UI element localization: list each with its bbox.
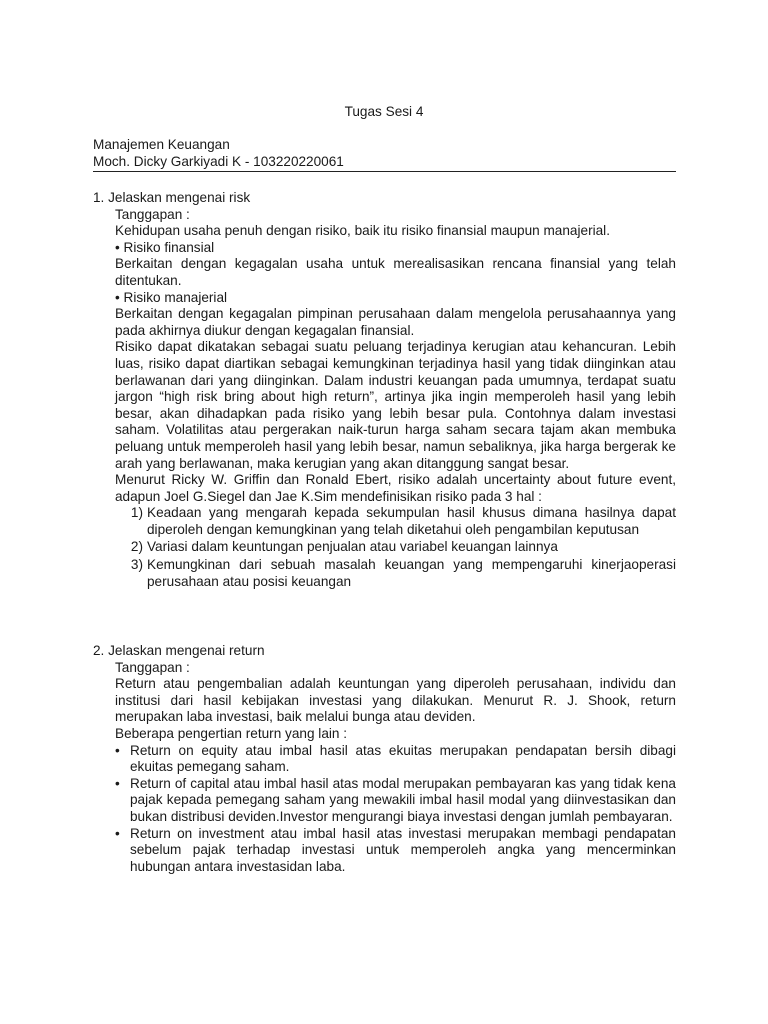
list-number: 3) [130, 557, 143, 573]
question-1: 1. Jelaskan mengenai risk [93, 190, 251, 205]
course-name: Manajemen Keuangan [93, 137, 230, 152]
bullet-icon: • [115, 825, 120, 841]
answer-2 [115, 660, 676, 876]
list-number: 1) [130, 505, 143, 521]
list-item [115, 776, 676, 826]
student-name: Moch. Dicky Garkiyadi K - 103220220061 [93, 153, 344, 169]
managerial-risk-heading: • Risiko manajerial [115, 289, 228, 305]
list-text: Return on equity atau imbal hasil atas ekuitas merupakan pendapatan bersih dibagi ekuitas pemegang saham. [130, 742, 676, 775]
list-item [115, 539, 676, 556]
risk-definition-list [115, 505, 676, 590]
list-text: Kemungkinan dari sebuah masalah keuangan yang mempengaruhi kinerjaoperasi perusahaan atau posisi keuangan [147, 557, 676, 589]
document-header [93, 137, 676, 170]
risk-paragraph: Risiko dapat dikatakan sebagai suatu peluang terjadinya kerugian atau kehancuran. Lebih luas, risiko dapat diartikan sebagai kemungkinan terjadinya hasil yang tidak diinginkan atau berlawanan dari yang diinginkan. Dalam industri keuangan pada umumnya, terdapat suatu jargon “high risk bring about high return”, artinya jika ingin memperoleh hasil yang lebih besar, akan dihadapkan pada risiko yang lebih besar pula. Contohnya dalam investasi saham. Volatilitas atau pergerakan naik-turun harga saham secara tajam akan membuka peluang untuk memperoleh hasil yang lebih besar, namun sebaliknya, jika harga bergerak ke arah yang berlawanan, maka kerugian yang akan ditanggung sangat besar. [115, 339, 676, 471]
list-text: Variasi dalam keuntungan penjualan atau variabel keuangan lainnya [147, 539, 558, 555]
return-paragraph: Return atau pengembalian adalah keuntungan yang diperoleh perusahaan, individu dan institusi dari hasil kebijakan investasi yang dilakukan. Menurut R. J. Shook, return merupakan laba investasi, baik melalui bunga atau deviden. [115, 676, 676, 725]
intro-paragraph: Kehidupan usaha penuh dengan risiko, baik itu risiko finansial maupun manajerial. [115, 223, 610, 239]
question-2: 2. Jelaskan mengenai return [93, 643, 265, 658]
managerial-risk-text: Berkaitan dengan kegagalan pimpinan perusahaan dalam mengelola perusahaannya yang pada akhirnya diukur dengan kegagalan finansial. [115, 306, 676, 338]
section-risk [93, 190, 676, 591]
bullet-icon: • [115, 742, 120, 758]
list-item [115, 826, 676, 876]
return-definitions-intro: Beberapa pengertian return yang lain : [115, 725, 348, 741]
financial-risk-text: Berkaitan dengan kegagalan usaha untuk merealisasikan rencana finansial yang telah ditentukan. [115, 256, 676, 288]
header-divider [93, 171, 676, 172]
list-number: 2) [130, 539, 143, 555]
document-title: Tugas Sesi 4 [344, 104, 424, 119]
list-item [115, 743, 676, 776]
bullet-icon: • [115, 775, 120, 791]
response-label: Tanggapan : [115, 659, 190, 675]
list-text: Keadaan yang mengarah kepada sekumpulan hasil khusus dimana hasilnya dapat diperoleh dengan kemungkinan yang telah diketahui oleh pengambilan keputusan [147, 505, 676, 537]
financial-risk-heading: • Risiko finansial [115, 239, 215, 255]
response-label: Tanggapan : [115, 206, 190, 222]
list-item [115, 557, 676, 590]
risk-definition-paragraph: Menurut Ricky W. Griffin dan Ronald Ebert, risiko adalah uncertainty about future event, adapun Joel G.Siegel dan Jae K.Sim mendefinisikan risiko pada 3 hal : [115, 472, 676, 504]
answer-1 [115, 207, 676, 591]
list-text: Return on investment atau imbal hasil atas investasi merupakan membagi pendapatan sebelum pajak terhadap investasi untuk memperoleh angka yang mencerminkan hubungan antara investasidan laba. [130, 825, 676, 874]
list-text: Return of capital atau imbal hasil atas modal merupakan pembayaran kas yang tidak kena pajak kepada pemegang saham yang mewakili imbal hasil modal yang diinvestasikan dan bukan distribusi deviden.Investor mengurangi biaya investasi dengan jumlah pembayaran. [130, 775, 676, 824]
list-item [115, 505, 676, 538]
return-definition-list [115, 743, 676, 876]
section-return [93, 643, 676, 875]
